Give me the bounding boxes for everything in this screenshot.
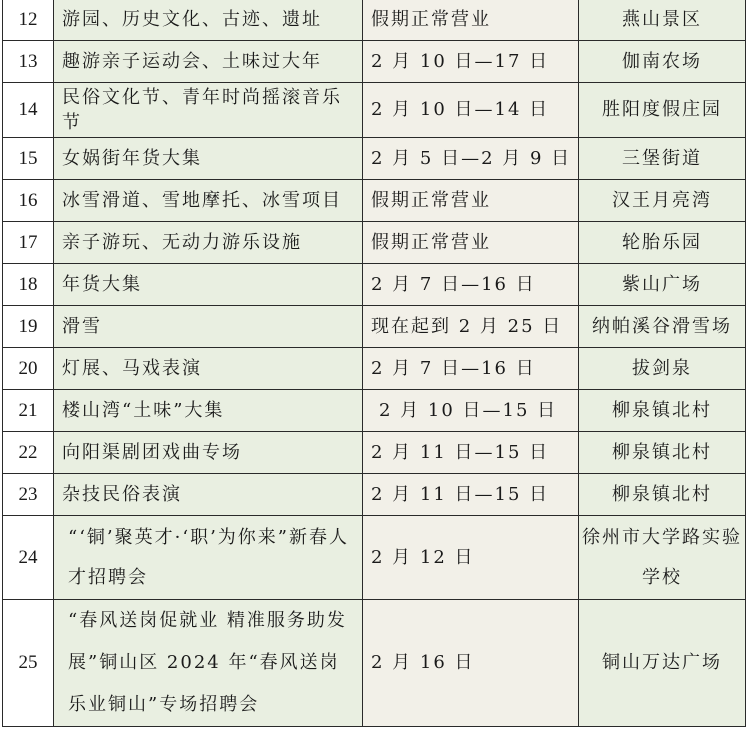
place-cell: 铜山万达广场	[579, 600, 746, 727]
events-table	[2, 0, 746, 727]
place-cell: 胜阳度假庄园	[579, 83, 746, 138]
row-number: 17	[3, 222, 54, 264]
event-cell: 滑雪	[54, 306, 363, 348]
table-row	[3, 264, 746, 306]
table-row	[3, 432, 746, 474]
event-cell: 游园、历史文化、古迹、遗址	[54, 0, 363, 41]
date-cell: 2 月 10 日—15 日	[363, 390, 579, 432]
date-cell: 2 月 11 日—15 日	[363, 474, 579, 516]
date-cell: 2 月 12 日	[363, 516, 579, 600]
event-cell: 冰雪滑道、雪地摩托、冰雪项目	[54, 180, 363, 222]
table-row	[3, 600, 746, 727]
date-cell: 2 月 7 日—16 日	[363, 348, 579, 390]
date-cell: 2 月 11 日—15 日	[363, 432, 579, 474]
event-cell: 趣游亲子运动会、土味过大年	[54, 41, 363, 83]
date-cell: 假期正常营业	[363, 0, 579, 41]
row-number: 12	[3, 0, 54, 41]
event-cell: 年货大集	[54, 264, 363, 306]
event-cell: 民俗文化节、青年时尚摇滚音乐节	[54, 83, 363, 138]
table-row	[3, 180, 746, 222]
event-cell: 灯展、马戏表演	[54, 348, 363, 390]
place-cell: 徐州市大学路实验学校	[579, 516, 746, 600]
place-cell: 轮胎乐园	[579, 222, 746, 264]
event-cell: 向阳渠剧团戏曲专场	[54, 432, 363, 474]
table-row	[3, 83, 746, 138]
date-cell: 2 月 10 日—17 日	[363, 41, 579, 83]
row-number: 13	[3, 41, 54, 83]
event-cell: 杂技民俗表演	[54, 474, 363, 516]
table-row	[3, 390, 746, 432]
row-number: 16	[3, 180, 54, 222]
row-number: 22	[3, 432, 54, 474]
date-cell: 2 月 7 日—16 日	[363, 264, 579, 306]
place-cell: 纳帕溪谷滑雪场	[579, 306, 746, 348]
table-row	[3, 474, 746, 516]
place-cell: 伽南农场	[579, 41, 746, 83]
row-number: 25	[3, 600, 54, 727]
date-cell: 现在起到 2 月 25 日	[363, 306, 579, 348]
event-cell: 女娲街年货大集	[54, 138, 363, 180]
row-number: 23	[3, 474, 54, 516]
row-number: 20	[3, 348, 54, 390]
place-cell: 拔剑泉	[579, 348, 746, 390]
row-number: 15	[3, 138, 54, 180]
table-row	[3, 306, 746, 348]
date-cell: 2 月 10 日—14 日	[363, 83, 579, 138]
row-number: 14	[3, 83, 54, 138]
table-row	[3, 348, 746, 390]
row-number: 21	[3, 390, 54, 432]
date-cell: 假期正常营业	[363, 222, 579, 264]
row-number: 19	[3, 306, 54, 348]
date-cell: 假期正常营业	[363, 180, 579, 222]
place-cell: 紫山广场	[579, 264, 746, 306]
event-cell: 亲子游玩、无动力游乐设施	[54, 222, 363, 264]
place-cell: 柳泉镇北村	[579, 474, 746, 516]
table-row	[3, 0, 746, 41]
place-cell: 燕山景区	[579, 0, 746, 41]
place-cell: 柳泉镇北村	[579, 432, 746, 474]
place-cell: 柳泉镇北村	[579, 390, 746, 432]
table-row	[3, 222, 746, 264]
event-cell: 楼山湾“土味”大集	[54, 390, 363, 432]
table-row	[3, 41, 746, 83]
date-cell: 2 月 5 日—2 月 9 日	[363, 138, 579, 180]
place-cell: 汉王月亮湾	[579, 180, 746, 222]
date-cell: 2 月 16 日	[363, 600, 579, 727]
table-row	[3, 516, 746, 600]
table-row	[3, 138, 746, 180]
event-cell: “‘铜’聚英才·‘职’为你来”新春人才招聘会	[54, 516, 363, 600]
place-cell: 三堡街道	[579, 138, 746, 180]
event-cell: “春风送岗促就业 精准服务助发展”铜山区 2024 年“春风送岗 乐业铜山”专场招聘会	[54, 600, 363, 727]
row-number: 24	[3, 516, 54, 600]
row-number: 18	[3, 264, 54, 306]
